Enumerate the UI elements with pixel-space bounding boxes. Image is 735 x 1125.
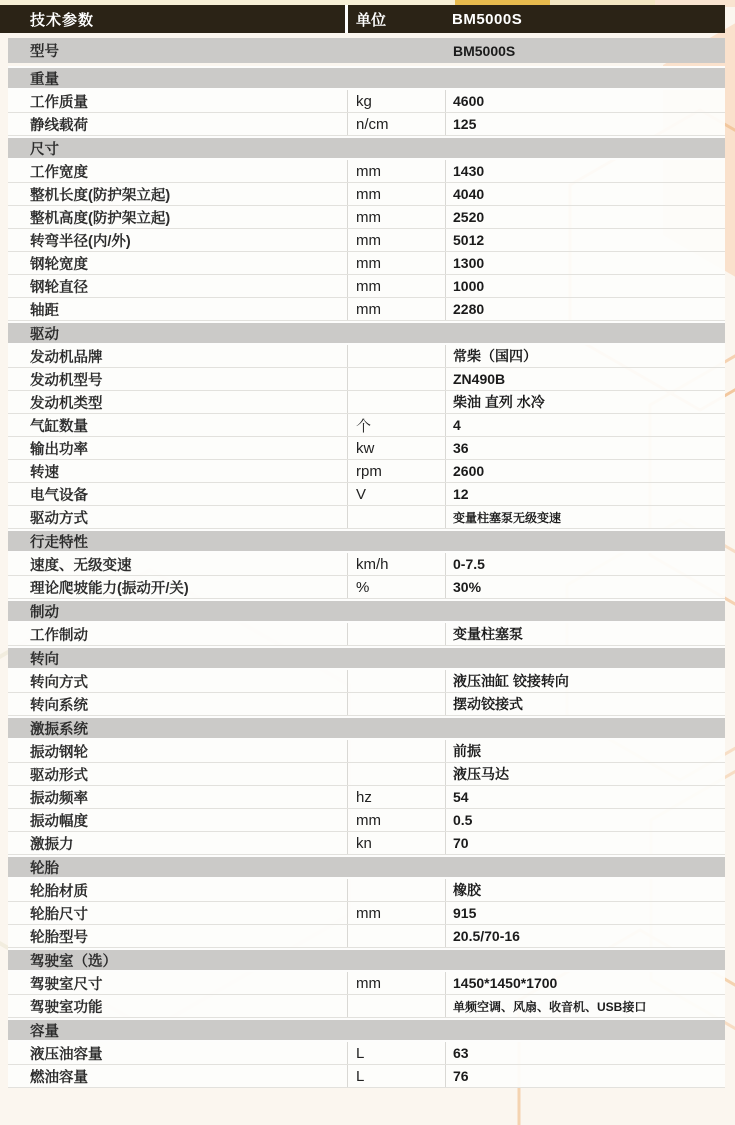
- spec-unit: 个: [347, 414, 445, 436]
- spec-label: 轮胎尺寸: [30, 906, 88, 923]
- spec-row: [8, 972, 725, 995]
- spec-value: 变量柱塞泵: [445, 623, 725, 645]
- spec-unit: V: [347, 483, 445, 505]
- spec-label: 轴距: [30, 302, 59, 319]
- table-header-row: [0, 5, 725, 33]
- spec-unit: n/cm: [347, 113, 445, 135]
- spec-row: [8, 693, 725, 716]
- spec-row: [8, 902, 725, 925]
- spec-label: 振动频率: [30, 790, 88, 807]
- section-title: 转向: [30, 651, 59, 668]
- spec-unit: [347, 391, 445, 413]
- spec-row: [8, 786, 725, 809]
- section-header-row: [8, 646, 725, 670]
- spec-row: [8, 763, 725, 786]
- spec-row: [8, 832, 725, 855]
- spec-label: 型号: [30, 44, 59, 60]
- section-header-row: [8, 66, 725, 90]
- spec-row: [8, 995, 725, 1018]
- spec-unit: [347, 345, 445, 367]
- spec-value: 橡胶: [445, 879, 725, 901]
- spec-label: 振动钢轮: [30, 744, 88, 761]
- spec-row: [8, 90, 725, 113]
- spec-unit: [347, 623, 445, 645]
- spec-label: 驱动方式: [30, 510, 88, 527]
- spec-row: [8, 252, 725, 275]
- section-header-row: [8, 136, 725, 160]
- spec-row: [8, 206, 725, 229]
- spec-row: [8, 414, 725, 437]
- spec-unit: [347, 506, 445, 528]
- spec-value: 1000: [445, 275, 725, 297]
- spec-value: 54: [445, 786, 725, 808]
- spec-value: 915: [445, 902, 725, 924]
- spec-table: [0, 5, 735, 1088]
- spec-value: 0.5: [445, 809, 725, 831]
- spec-value: 柴油 直列 水冷: [445, 391, 725, 413]
- spec-row: [8, 740, 725, 763]
- spec-row: [8, 437, 725, 460]
- spec-value: 4040: [445, 183, 725, 205]
- spec-value: 液压马达: [445, 763, 725, 785]
- spec-row: [8, 183, 725, 206]
- spec-label: 气缸数量: [30, 418, 88, 435]
- spec-value: 液压油缸 铰接转向: [445, 670, 725, 692]
- spec-label: 驾驶室尺寸: [30, 976, 103, 993]
- spec-unit: mm: [347, 206, 445, 228]
- spec-row: [8, 391, 725, 414]
- spec-row: [8, 38, 725, 63]
- spec-row: [8, 506, 725, 529]
- section-header-row: [8, 529, 725, 553]
- spec-label: 驾驶室功能: [30, 999, 103, 1016]
- spec-value: 1300: [445, 252, 725, 274]
- spec-row: [8, 879, 725, 902]
- spec-unit: L: [347, 1042, 445, 1064]
- spec-label: 电气设备: [30, 487, 88, 504]
- spec-value: 20.5/70-16: [445, 925, 725, 947]
- spec-value: 2280: [445, 298, 725, 320]
- spec-unit: %: [347, 576, 445, 598]
- spec-unit: [347, 879, 445, 901]
- spec-value: 常柴（国四）: [445, 345, 725, 367]
- spec-label: 工作制动: [30, 627, 88, 644]
- spec-value: 1430: [445, 160, 725, 182]
- spec-label: 输出功率: [30, 441, 88, 458]
- spec-value: 0-7.5: [445, 553, 725, 575]
- spec-label: 工作质量: [30, 94, 88, 111]
- spec-unit: [347, 740, 445, 762]
- spec-row: [8, 275, 725, 298]
- spec-label: 整机长度(防护架立起): [30, 187, 171, 204]
- spec-unit: kw: [347, 437, 445, 459]
- section-title: 行走特性: [30, 534, 88, 551]
- section-header-row: [8, 855, 725, 879]
- section-title: 尺寸: [30, 141, 59, 158]
- spec-label: 轮胎材质: [30, 883, 88, 900]
- spec-row: [8, 460, 725, 483]
- spec-row: [8, 345, 725, 368]
- section-title: 激振系统: [30, 721, 88, 738]
- section-header-row: [8, 716, 725, 740]
- spec-unit: mm: [347, 252, 445, 274]
- section-title: 制动: [30, 604, 59, 621]
- spec-unit: [347, 693, 445, 715]
- spec-unit: mm: [347, 809, 445, 831]
- spec-unit: [347, 763, 445, 785]
- table-rows: [8, 38, 725, 1088]
- spec-unit: km/h: [347, 553, 445, 575]
- spec-label: 发动机型号: [30, 372, 103, 389]
- section-title: 容量: [30, 1023, 59, 1040]
- spec-label: 轮胎型号: [30, 929, 88, 946]
- spec-value: 12: [445, 483, 725, 505]
- spec-value: BM5000S: [453, 42, 516, 59]
- spec-row: [8, 809, 725, 832]
- section-header-row: [8, 321, 725, 345]
- spec-unit: [347, 995, 445, 1017]
- spec-unit: [347, 925, 445, 947]
- spec-row: [8, 553, 725, 576]
- spec-value: 125: [445, 113, 725, 135]
- section-header-row: [8, 1018, 725, 1042]
- spec-row: [8, 1065, 725, 1088]
- spec-label: 静线载荷: [30, 117, 88, 134]
- spec-unit: [347, 368, 445, 390]
- spec-value: 70: [445, 832, 725, 854]
- spec-label: 转向方式: [30, 674, 88, 691]
- spec-label: 燃油容量: [30, 1069, 88, 1086]
- spec-label: 液压油容量: [30, 1046, 103, 1063]
- spec-value: ZN490B: [445, 368, 725, 390]
- spec-label: 振动幅度: [30, 813, 88, 830]
- spec-value: 36: [445, 437, 725, 459]
- spec-label: 转向系统: [30, 697, 88, 714]
- spec-value: 摆动铰接式: [445, 693, 725, 715]
- section-header-row: [8, 599, 725, 623]
- spec-value: 63: [445, 1042, 725, 1064]
- spec-unit: mm: [347, 275, 445, 297]
- spec-unit: [347, 38, 445, 63]
- spec-unit: L: [347, 1065, 445, 1087]
- spec-row: [8, 576, 725, 599]
- spec-label: 工作宽度: [30, 164, 88, 181]
- spec-unit: kg: [347, 90, 445, 112]
- spec-value: 1450*1450*1700: [445, 972, 725, 994]
- section-title: 轮胎: [30, 860, 59, 877]
- section-title: 重量: [30, 71, 59, 88]
- spec-label: 钢轮直径: [30, 279, 88, 296]
- spec-value: 4: [445, 414, 725, 436]
- spec-label: 驱动形式: [30, 767, 88, 784]
- spec-label: 转速: [30, 464, 59, 481]
- spec-row: [8, 368, 725, 391]
- spec-value: 变量柱塞泵无级变速: [445, 506, 725, 528]
- spec-label: 速度、无级变速: [30, 557, 132, 574]
- spec-row: [8, 160, 725, 183]
- spec-unit: mm: [347, 298, 445, 320]
- spec-row: [8, 229, 725, 252]
- spec-unit: [347, 670, 445, 692]
- spec-label: 整机高度(防护架立起): [30, 210, 171, 227]
- spec-label: 钢轮宽度: [30, 256, 88, 273]
- spec-label: 理论爬坡能力(振动开/关): [30, 580, 189, 597]
- spec-row: [8, 113, 725, 136]
- table-header-unit: 单位: [356, 11, 387, 29]
- table-header-model: BM5000S: [452, 10, 523, 28]
- spec-label: 激振力: [30, 836, 74, 853]
- section-title: 驾驶室（选）: [30, 953, 117, 970]
- spec-unit: mm: [347, 160, 445, 182]
- section-title: 驱动: [30, 326, 59, 343]
- spec-unit: rpm: [347, 460, 445, 482]
- spec-row: [8, 298, 725, 321]
- spec-row: [8, 670, 725, 693]
- spec-value: 30%: [445, 576, 725, 598]
- spec-row: [8, 1042, 725, 1065]
- spec-label: 转弯半径(内/外): [30, 233, 131, 250]
- spec-unit: hz: [347, 786, 445, 808]
- spec-row: [8, 623, 725, 646]
- spec-value: 5012: [445, 229, 725, 251]
- section-header-row: [8, 948, 725, 972]
- spec-value: 单频空调、风扇、收音机、USB接口: [445, 995, 725, 1017]
- table-header-title: 技术参数: [30, 11, 95, 29]
- spec-unit: mm: [347, 972, 445, 994]
- spec-label: 发动机品牌: [30, 349, 103, 366]
- spec-row: [8, 483, 725, 506]
- spec-label: 发动机类型: [30, 395, 103, 412]
- spec-value: 76: [445, 1065, 725, 1087]
- spec-value: 2520: [445, 206, 725, 228]
- spec-row: [8, 925, 725, 948]
- spec-unit: mm: [347, 229, 445, 251]
- spec-value: 4600: [445, 90, 725, 112]
- spec-unit: mm: [347, 902, 445, 924]
- spec-unit: kn: [347, 832, 445, 854]
- spec-unit: mm: [347, 183, 445, 205]
- spec-value: 2600: [445, 460, 725, 482]
- spec-value: 前振: [445, 740, 725, 762]
